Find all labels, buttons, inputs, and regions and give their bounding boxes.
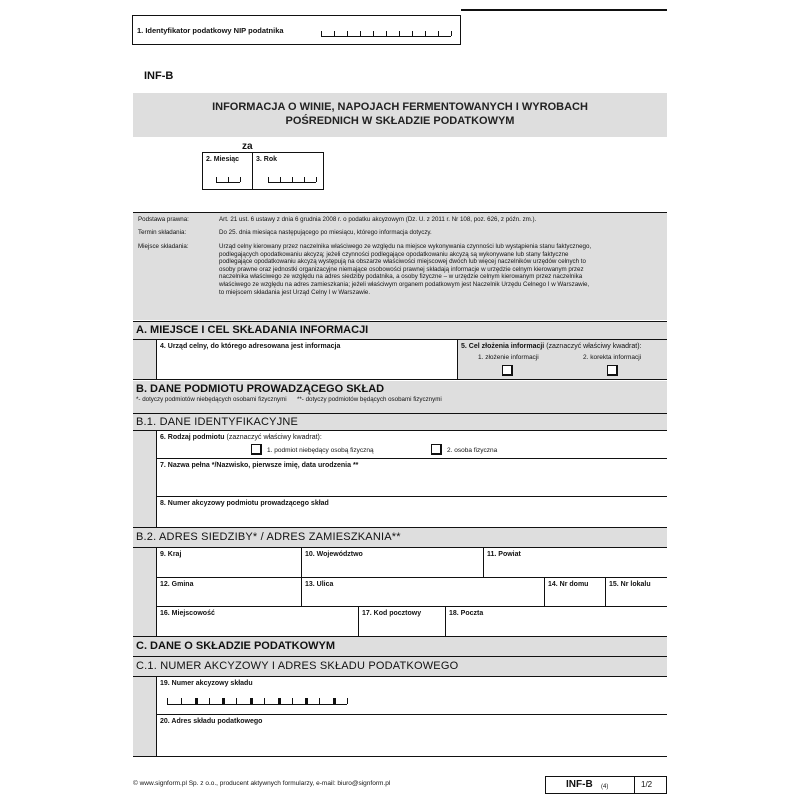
title-line-1: INFORMACJA O WINIE, NAPOJACH FERMENTOWANYCH I WYROBACH <box>212 101 588 113</box>
postal-code-label: 17. Kod pocztowy <box>362 610 422 617</box>
digit-tick <box>425 31 426 36</box>
digit-tick <box>360 31 361 36</box>
digit-tick <box>321 31 322 36</box>
commune-label: 12. Gmina <box>160 581 194 588</box>
full-name-field[interactable] <box>156 459 667 497</box>
purpose-hint: (zaznaczyć właściwy kwadrat): <box>546 343 642 350</box>
warehouse-excise-field[interactable] <box>156 677 667 715</box>
postal-code-field[interactable] <box>358 607 445 637</box>
month-field[interactable] <box>203 153 253 189</box>
digit-tick <box>268 177 269 182</box>
place-line: podlegających opodatkowaniu akcyzą; jeżeli czynności podlegające opodatkowaniu akcyzą są wykonywane lub stany faktyczne <box>219 250 569 258</box>
flat-number-field[interactable] <box>605 578 667 607</box>
district-field[interactable] <box>483 548 667 578</box>
digit-tick <box>292 177 293 182</box>
footer-version: (4) <box>601 784 609 790</box>
deadline-text: Do 25. dnia miesiąca następującego po miesiącu, którego informacja dotyczy. <box>219 229 432 236</box>
option-submit-label: 1. złożenie informacji <box>478 354 539 361</box>
voivodeship-label: 10. Województwo <box>305 551 363 558</box>
entity-type-field <box>156 431 667 459</box>
locality-label: 16. Miejscowość <box>160 610 215 617</box>
post-office-field[interactable] <box>445 607 667 637</box>
digit-tick <box>278 698 281 704</box>
digit-tick <box>216 177 217 182</box>
purpose-label-text: 5. Cel złożenia informacji <box>461 343 545 350</box>
house-number-field[interactable] <box>544 578 605 607</box>
footer-form-id <box>545 776 667 794</box>
option-submit-checkbox[interactable] <box>502 365 513 376</box>
nip-box <box>132 15 461 45</box>
month-ticks <box>216 178 240 183</box>
nip-input[interactable] <box>321 32 451 37</box>
purpose-label <box>461 343 642 350</box>
street-field[interactable] <box>301 578 544 607</box>
place-line: to miejscem składania jest Urząd Celny I w Warszawie. <box>219 288 371 296</box>
customs-office-label: 4. Urząd celny, do którego adresowana jest informacja <box>160 343 341 350</box>
warehouse-address-label: 20. Adres składu podatkowego <box>160 718 263 725</box>
digit-tick <box>236 698 237 704</box>
digit-tick <box>305 698 308 704</box>
digit-tick <box>228 177 229 182</box>
entity-type-label <box>160 434 322 441</box>
footer-divider <box>634 777 635 793</box>
digit-tick <box>399 31 400 36</box>
section-b-note-1: *- dotyczy podmiotów niebędących osobami fizycznymi <box>136 396 287 403</box>
voivodeship-field[interactable] <box>301 548 483 578</box>
section-b-title: B. DANE PODMIOTU PROWADZĄCEGO SKŁAD <box>136 383 385 395</box>
digit-tick <box>250 698 253 704</box>
place-text <box>219 243 659 296</box>
section-a-header: A. MIEJSCE I CEL SKŁADANIA INFORMACJI <box>133 321 667 340</box>
digit-tick <box>347 698 348 704</box>
full-name-label: 7. Nazwa pełna */Nazwisko, pierwsze imię, data urodzenia ** <box>160 462 359 469</box>
section-b-note-2: **- dotyczy podmiotów będących osobami fizycznymi <box>296 396 442 403</box>
district-label: 11. Powiat <box>487 551 521 558</box>
footer-form-code: INF-B <box>566 779 593 790</box>
za-label: za <box>242 141 253 152</box>
footer-page: 1/2 <box>641 780 653 789</box>
digit-tick <box>181 698 182 704</box>
basis-label: Podstawa prawna: <box>138 216 189 223</box>
b1-header: B.1. DANE IDENTYFIKACYJNE <box>133 414 667 431</box>
digit-tick <box>195 698 198 704</box>
deadline-label: Termin składania: <box>138 229 187 236</box>
digit-tick <box>334 31 335 36</box>
form-code: INF-B <box>144 70 174 82</box>
warehouse-excise-ticks <box>167 699 347 705</box>
b2-header: B.2. ADRES SIEDZIBY* / ADRES ZAMIESZKANIA** <box>133 528 667 548</box>
commune-field[interactable] <box>156 578 301 607</box>
house-number-label: 14. Nr domu <box>548 581 589 588</box>
digit-tick <box>373 31 374 36</box>
street-label: 13. Ulica <box>305 581 334 588</box>
title-line-2: POŚREDNICH W SKŁADZIE PODATKOWYM <box>285 115 515 127</box>
section-c-header: C. DANE O SKŁADZIE PODATKOWYM <box>133 637 667 657</box>
entity-type-label-text: 6. Rodzaj podmiotu <box>160 434 225 441</box>
period-box <box>202 152 324 190</box>
year-ticks <box>268 178 316 183</box>
basis-text: Art. 21 ust. 6 ustawy z dnia 6 grudnia 2008 r. o podatku akcyzowym (Dz. U. z 2011 r. Nr 108, poz. 626, z późn. zm.). <box>219 216 537 223</box>
digit-tick <box>412 31 413 36</box>
digit-tick <box>333 698 336 704</box>
top-rule <box>461 9 667 11</box>
customs-office-field[interactable] <box>156 340 458 380</box>
entity-legal-checkbox[interactable] <box>251 444 262 455</box>
option-correction-checkbox[interactable] <box>607 365 618 376</box>
warehouse-excise-label: 19. Numer akcyzowy składu <box>160 680 253 687</box>
excise-number-field[interactable] <box>156 497 667 528</box>
country-field[interactable] <box>156 548 301 578</box>
digit-tick <box>438 31 439 36</box>
entity-legal-label: 1. podmiot niebędący osobą fizyczną <box>267 447 374 454</box>
place-line: właściwego ze względu na adres zamieszkania; jeżeli właściwym organem podatkowym jest Naczelnik Urzędu Celnego I w Warszawie, <box>219 280 590 288</box>
digit-tick <box>386 31 387 36</box>
entity-natural-checkbox[interactable] <box>431 444 442 455</box>
digit-tick <box>347 31 348 36</box>
flat-number-label: 15. Nr lokalu <box>609 581 651 588</box>
digit-tick <box>240 177 241 182</box>
entity-type-hint: (zaznaczyć właściwy kwadrat): <box>226 434 322 441</box>
purpose-field <box>458 340 667 380</box>
digit-tick <box>316 177 317 182</box>
place-line: osoby prawne oraz jednostki organizacyjne niemające osobowości prawnej składają informacje w urzędzie celnym kierowanym przez <box>219 265 584 273</box>
nip-label: 1. Identyfikator podatkowy NIP podatnika <box>137 26 284 35</box>
place-line: naczelnika właściwego ze względu na adres siedziby podatnika, a osoby fizyczne – w urzędzie celnym kierowanym przez naczelnika <box>219 273 583 281</box>
warehouse-address-field[interactable] <box>156 715 667 757</box>
digit-tick <box>167 698 168 704</box>
footer-copyright: © www.signform.pl Sp. z o.o., producent aktywnych formularzy, e-mail: biuro@signform.pl <box>133 780 391 787</box>
digit-tick <box>319 698 320 704</box>
c1-header: C.1. NUMER AKCYZOWY I ADRES SKŁADU PODATKOWEGO <box>133 657 667 677</box>
year-label: 3. Rok <box>256 156 278 163</box>
digit-tick <box>222 698 225 704</box>
place-line: podlegające opodatkowaniu akcyzą występują na obszarze właściwości miejscowej dwóch lub więcej naczelników urzędów celnych to <box>219 258 586 266</box>
digit-tick <box>209 698 210 704</box>
country-label: 9. Kraj <box>160 551 182 558</box>
post-office-label: 18. Poczta <box>449 610 484 617</box>
digit-tick <box>304 177 305 182</box>
locality-field[interactable] <box>156 607 358 637</box>
option-correction-label: 2. korekta informacji <box>583 354 642 361</box>
place-label: Miejsce składania: <box>138 243 189 250</box>
place-line: Urząd celny kierowany przez naczelnika właściwego ze względu na miejsce wykonywania czynności lub wystąpienia stanu faktycznego, <box>219 243 592 250</box>
legal-info <box>133 212 667 320</box>
digit-tick <box>451 31 452 36</box>
section-b-notes <box>136 396 667 404</box>
digit-tick <box>292 698 293 704</box>
digit-tick <box>264 698 265 704</box>
form-title <box>133 93 667 137</box>
digit-tick <box>280 177 281 182</box>
entity-natural-label: 2. osoba fizyczna <box>447 447 498 454</box>
month-label: 2. Miesiąc <box>206 156 240 163</box>
year-field[interactable] <box>253 153 323 189</box>
excise-number-label: 8. Numer akcyzowy podmiotu prowadzącego skład <box>160 500 329 507</box>
section-b-header <box>133 381 667 414</box>
